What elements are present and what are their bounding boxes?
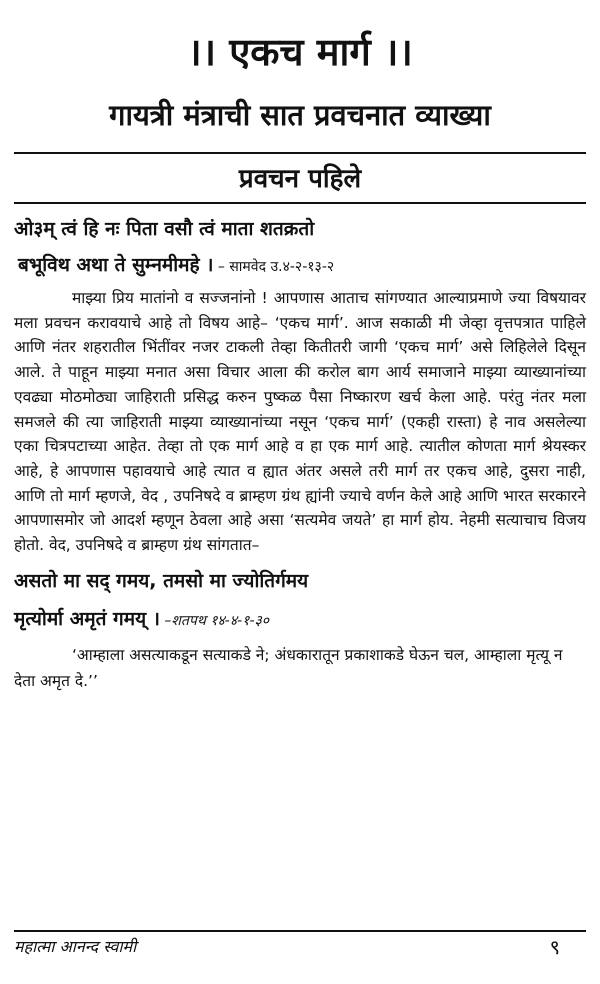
verse-2-line-2-text: मृत्योर्मा अमृतं गमय् । bbox=[14, 607, 160, 630]
verse-2-reference: –शतपथ १४-४-१-३० bbox=[159, 612, 270, 629]
verse-2-line-1: असतो मा सद् गमय, तमसो मा ज्योतिर्गमय bbox=[14, 569, 309, 592]
verse-2-line-2 bbox=[14, 606, 586, 634]
section-title: प्रवचन पहिले bbox=[238, 164, 362, 194]
verse-1-line-2-text: बभूविथ अथा ते सुम्नमीमहे । bbox=[18, 254, 214, 276]
page-footer bbox=[14, 930, 586, 958]
footer-author: महात्मा आनन्द स्वामी bbox=[14, 937, 137, 956]
quote-translation: ‘आम्हाला असत्याकडून सत्याकडे ने; अंधकारातून प्रकाशाकडे घेऊन चल, आम्हाला मृत्यू न देता अमृत दे.’’ bbox=[14, 645, 563, 690]
body-paragraph: माझ्या प्रिय मातांनो व सज्जनांनो ! आपणास आताच सांगण्यात आल्याप्रमाणे ज्या विषयावर मला प्रवचन करावयाचे आहे तो विषय आहे– ‘एकच मार्ग’. आज सकाळी मी जेव्हा वृत्तपत्रात पाहिले आणि नंतर शहरातील भिंतींवर नजर टाकली तेव्हा कितीतरी जागी ‘एकच मार्ग’ असे लिहिलेले दिसून आले. ते पाहून माझ्या मनात असा विचार आला की करोल बाग आर्य समाजाने माझ्या व्याख्यानांच्या एवढ्या मोठमोठ्या जाहिराती प्रसिद्ध करुन पुष्कळ पैसा निष्कारण खर्च केला आहे. परंतु नंतर मला समजले की त्या जाहिराती माझ्या व्याख्यानांच्या नसून ‘एकच मार्ग’ (एकही रास्ता) हे नाव असलेल्या एका चित्रपटाच्या आहेत. तेव्हा तो एक मार्ग आहे व हा एक मार्ग आहे. त्यातील कोणता मार्ग श्रेयस्कर आहे, हे आपणास पहावयाचे आहे त्यात व ह्यात अंतर असले तरी मार्ग तर एकच आहे, दुसरा नाही, आणि तो मार्ग म्हणजे, वेद , उपनिषदे व ब्राम्हण ग्रंथ ह्यांनी ज्याचे वर्णन केले आहे आणि भारत सरकारने आपणासमोर जो आदर्श म्हणून ठेवला आहे असा ‘सत्यमेव जयते’ हा मार्ग होय. नेहमी सत्याचाच विजय होतो. वेद, उपनिषदे व ब्राम्हण ग्रंथ सांगतात– bbox=[14, 289, 586, 555]
book-subtitle: गायत्री मंत्राची सात प्रवचनात व्याख्या bbox=[109, 98, 491, 132]
book-title: ।। एकच मार्ग ।। bbox=[187, 30, 413, 74]
verse-1-reference: – सामवेद उ.४-२-१३-२ bbox=[213, 259, 335, 275]
page-number: ९ bbox=[549, 935, 560, 959]
divider-top bbox=[14, 152, 586, 154]
verse-1-line-1: ओ३म् त्वं हि नः पिता वसौ त्वं माता शतक्रतो bbox=[14, 218, 315, 240]
divider-section bbox=[14, 202, 586, 204]
verse-1-line-2 bbox=[14, 252, 586, 280]
